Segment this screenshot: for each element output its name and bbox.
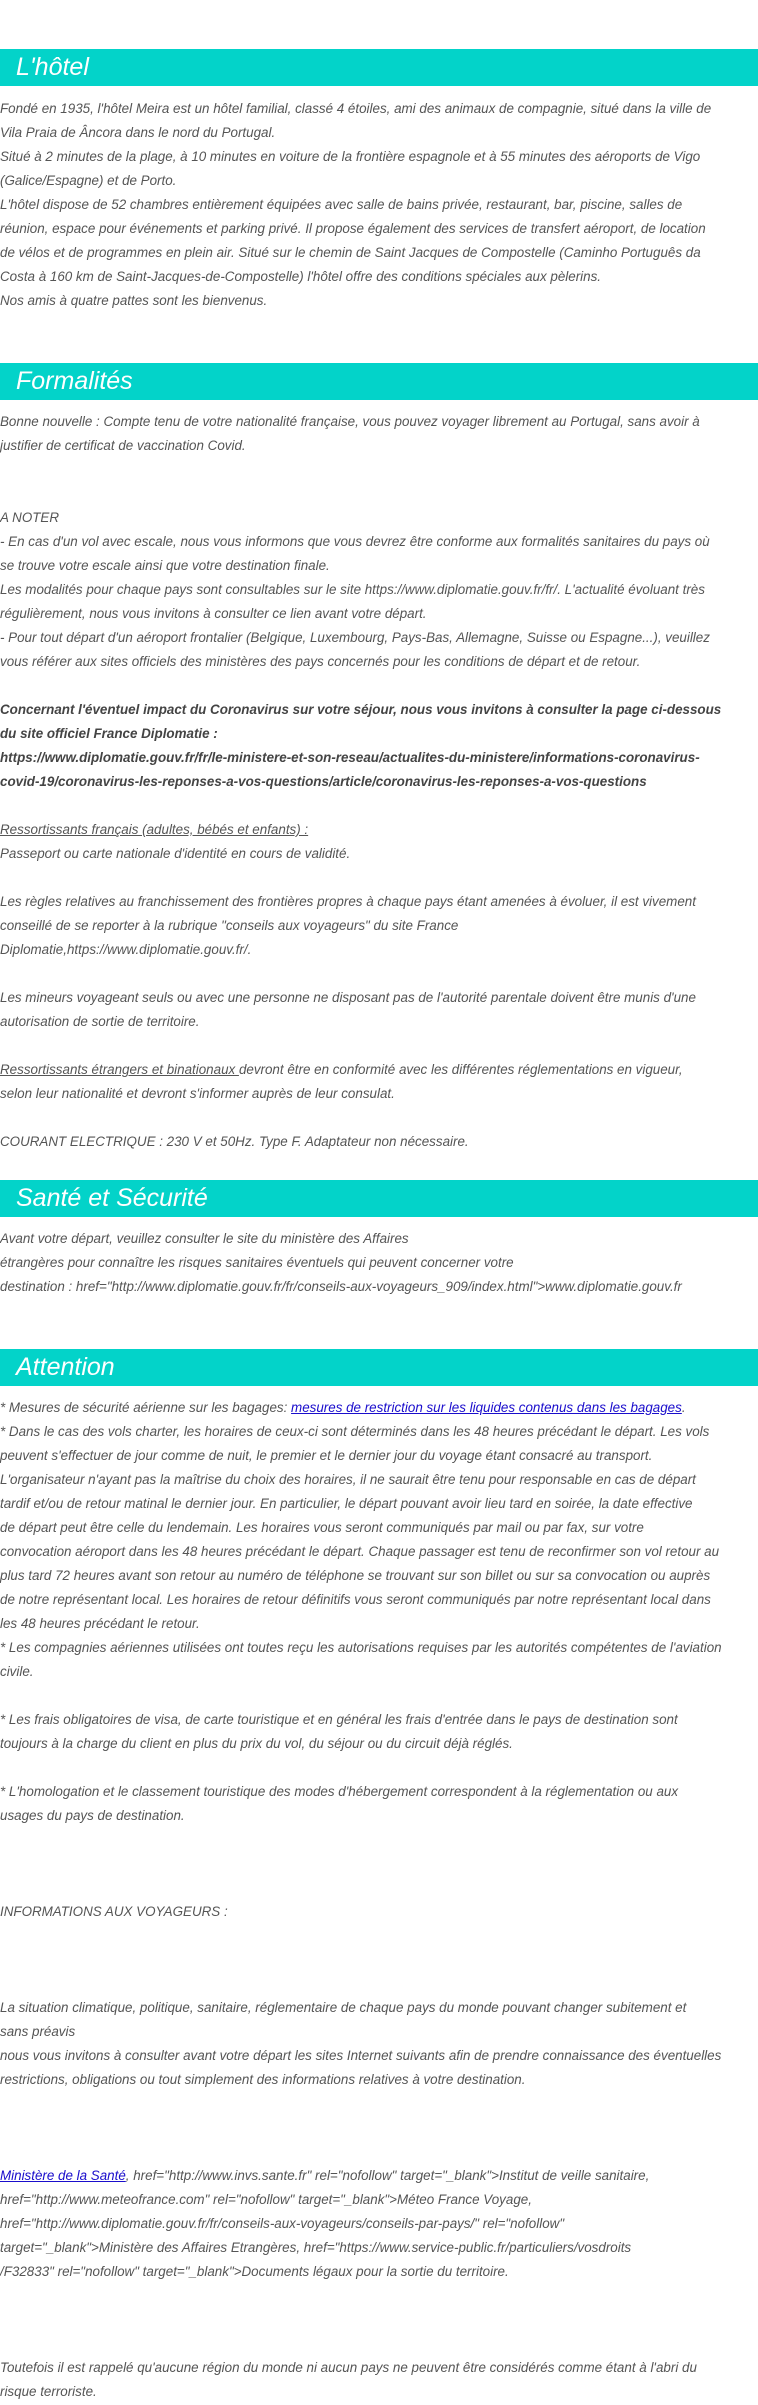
- formalites-note-line: régulièrement, nous vous invitons à consulter ce lien avant votre départ.: [0, 606, 427, 621]
- mineurs-line: Les mineurs voyageant seuls ou avec une personne ne disposant pas de l'autorité parentale doivent être munis d'une: [0, 990, 696, 1005]
- sante-line: destination : href="http://www.diplomatie.gouv.fr/fr/conseils-aux-voyageurs_909/index.html">www.diplomatie.gouv.fr: [0, 1279, 682, 1294]
- hotel-line: Fondé en 1935, l'hôtel Meira est un hôtel familial, classé 4 étoiles, ami des animaux de compagnie, situé dans la ville de: [0, 101, 712, 116]
- hotel-line: L'hôtel dispose de 52 chambres entièrement équipées avec salle de bains privée, restaurant, bar, piscine, salles de: [0, 197, 683, 212]
- mineurs-line: autorisation de sortie de territoire.: [0, 1014, 200, 1029]
- homologation-line: * L'homologation et le classement touristique des modes d'hébergement correspondent à la réglementation ou aux: [0, 1784, 679, 1799]
- hotel-text: [0, 55, 756, 313]
- formalites-intro-line: Bonne nouvelle : Compte tenu de votre nationalité française, vous pouvez voyager librement au Portugal, sans avoir à: [0, 414, 700, 429]
- links-line: /F32833" rel="nofollow" target="_blank">Documents légaux pour la sortie du territoire.: [0, 2264, 509, 2279]
- section-header-attention: [0, 1349, 758, 1386]
- charter-line: peuvent s'effectuer de jour comme de nuit, le premier et le dernier jour du voyage étant consacré au transport.: [0, 1448, 653, 1463]
- charter-line: L'organisateur n'ayant pas la maîtrise du choix des horaires, il ne saurait être tenu pour responsable en cas de départ: [0, 1472, 696, 1487]
- formalites-note-line: - Pour tout départ d'un aéroport frontalier (Belgique, Luxembourg, Pays-Bas, Allemagne, Suisse ou Espagne...), veuillez: [0, 630, 710, 645]
- charter-line: de départ peut être celle du lendemain. Les horaires vous seront communiqués par mail ou par fax, sur votre: [0, 1520, 644, 1535]
- hotel-line: Situé à 2 minutes de la plage, à 10 minutes en voiture de la frontière espagnole et à 55 minutes des aéroports de Vigo: [0, 149, 701, 164]
- situation-line: restrictions, obligations ou tout simplement des informations relatives à votre destination.: [0, 2072, 526, 2087]
- sante-line: étrangères pour connaître les risques sanitaires éventuels qui peuvent concerner votre: [0, 1255, 514, 1270]
- situation-line: La situation climatique, politique, sanitaire, réglementaire de chaque pays du monde pouvant changer subitement et: [0, 2000, 687, 2015]
- frais-line: * Les frais obligatoires de visa, de carte touristique et en général les frais d'entrée dans le pays de destination sont: [0, 1712, 678, 1727]
- etrangers-line: [0, 1058, 756, 1082]
- covid-line: du site officiel France Diplomatie :: [0, 726, 218, 741]
- frontieres-line: conseillé de se reporter à la rubrique "conseils aux voyageurs" du site France: [0, 918, 459, 933]
- links-line: href="http://www.meteofrance.com" rel="nofollow" target="_blank">Méteo France Voyage,: [0, 2192, 532, 2207]
- formalites-intro-line: justifier de certificat de vaccination Covid.: [0, 438, 246, 453]
- frontieres-line: Les règles relatives au franchissement des frontières propres à chaque pays étant amenées à évoluer, il est vivement: [0, 894, 696, 909]
- courant-electrique: COURANT ELECTRIQUE : 230 V et 50Hz. Type F. Adaptateur non nécessaire.: [0, 1134, 469, 1149]
- attention-text: [0, 1396, 756, 2404]
- charter-line: * Les compagnies aériennes utilisées ont toutes reçu les autorisations requises par les autorités compétentes de l'aviation: [0, 1640, 722, 1655]
- sante-line: Avant votre départ, veuillez consulter le site du ministère des Affaires: [0, 1231, 409, 1246]
- ministere-line: Ministère de la Santé, href="http://www.invs.sante.fr" rel="nofollow" target="_blank">Institut de veille sanitaire,: [0, 2168, 650, 2183]
- infos-heading: INFORMATIONS AUX VOYAGEURS :: [0, 1904, 228, 1919]
- etrangers-heading: Ressortissants étrangers et binationaux: [0, 1062, 239, 1077]
- charter-line: de notre représentant local. Les horaires de retour définitifs vous seront communiqués par notre représentant local dans: [0, 1592, 711, 1607]
- frontieres-line: Diplomatie,https://www.diplomatie.gouv.fr/.: [0, 942, 252, 957]
- charter-line: les 48 heures précédant le retour.: [0, 1616, 200, 1631]
- formalites-note-line: vous référer aux sites officiels des ministères des pays concernés pour les conditions de départ et de retour.: [0, 654, 641, 669]
- covid-url-line[interactable]: covid-19/coronavirus-les-reponses-a-vos-questions/article/coronavirus-les-reponses-a-vos-questions: [0, 774, 647, 789]
- etrangers-line-2: selon leur nationalité et devront s'informer auprès de leur consulat.: [0, 1086, 395, 1101]
- covid-url-line[interactable]: https://www.diplomatie.gouv.fr/fr/le-ministere-et-son-reseau/actualites-du-ministere/informations-coronavirus-: [0, 750, 700, 765]
- formalites-note-line: se trouve votre escale ainsi que votre destination finale.: [0, 558, 330, 573]
- covid-line: Concernant l'éventuel impact du Coronavirus sur votre séjour, nous vous invitons à consulter la page ci-dessous: [0, 702, 722, 717]
- frais-line: toujours à la charge du client en plus du prix du vol, du séjour ou du circuit déjà réglés.: [0, 1736, 513, 1751]
- hotel-line: Costa à 160 km de Saint-Jacques-de-Compostelle) l'hôtel offre des conditions spéciales aux pèlerins.: [0, 269, 601, 284]
- formalites-note-line: - En cas d'un vol avec escale, nous vous informons que vous devrez être conforme aux formalités sanitaires du pays où: [0, 534, 710, 549]
- hotel-line: réunion, espace pour événements et parking privé. Il propose également des services de transfert aéroport, de location: [0, 221, 706, 236]
- ministere-sante-link[interactable]: Ministère de la Santé: [0, 2168, 126, 2183]
- formalites-note-line: Les modalités pour chaque pays sont consultables sur le site https://www.diplomatie.gouv.fr/fr/. L'actualité évoluant très: [0, 582, 705, 597]
- section-header-formalites: [0, 363, 758, 400]
- section-title-sante: Santé et Sécurité: [16, 1184, 208, 1212]
- bagages-line: * Mesures de sécurité aérienne sur les bagages: mesures de restriction sur les liquides contenus dans les bagages.: [0, 1400, 686, 1415]
- section-header-sante: [0, 1180, 758, 1217]
- bagages-link[interactable]: mesures de restriction sur les liquides contenus dans les bagages: [291, 1400, 682, 1415]
- sante-text: [0, 1227, 756, 1299]
- charter-line: convocation aéroport dans les 48 heures précédant le départ. Chaque passager est tenu de reconfirmer son vol retour au: [0, 1544, 720, 1559]
- charter-line: plus tard 72 heures avant son retour au numéro de téléphone se trouvant sur son billet ou sur sa convocation ou auprès: [0, 1568, 711, 1583]
- links-line: href="http://www.diplomatie.gouv.fr/fr/conseils-aux-voyageurs/conseils-par-pays/" rel="nofollow": [0, 2216, 565, 2231]
- homologation-line: usages du pays de destination.: [0, 1808, 185, 1823]
- section-title-formalites: Formalités: [16, 367, 133, 395]
- formalites-text: [0, 410, 756, 1154]
- ressortissants-heading: Ressortissants français (adultes, bébés et enfants) :: [0, 822, 309, 837]
- charter-line: civile.: [0, 1664, 34, 1679]
- etrangers-rest: devront être en conformité avec les différentes réglementations en vigueur,: [238, 1062, 683, 1077]
- section-title-attention: Attention: [16, 1353, 115, 1381]
- charter-line: tardif et/ou de retour matinal le dernier jour. En particulier, le départ pouvant avoir lieu tard en soirée, la date effective: [0, 1496, 693, 1511]
- hotel-line: Nos amis à quatre pattes sont les bienvenus.: [0, 293, 268, 308]
- links-line: target="_blank">Ministère des Affaires Etrangères, href="https://www.service-public.fr/particuliers/vosdroits: [0, 2240, 632, 2255]
- hotel-line: de vélos et de programmes en plein air. Situé sur le chemin de Saint Jacques de Compostelle (Caminho Português da: [0, 245, 701, 260]
- hotel-line: (Galice/Espagne) et de Porto.: [0, 173, 177, 188]
- ressortissants-text: Passeport ou carte nationale d'identité en cours de validité.: [0, 846, 351, 861]
- situation-line: nous vous invitons à consulter avant votre départ les sites Internet suivants afin de prendre connaissance des éventuelles: [0, 2048, 722, 2063]
- situation-line: sans préavis: [0, 2024, 76, 2039]
- terrorisme-line: Toutefois il est rappelé qu'aucune région du monde ni aucun pays ne peuvent être considérés comme étant à l'abri du: [0, 2360, 697, 2375]
- charter-line: * Dans le cas des vols charter, les horaires de ceux-ci sont déterminés dans les 48 heures précédant le départ. Les vols: [0, 1424, 710, 1439]
- formalites-note-line: A NOTER: [0, 510, 60, 525]
- section-title-hotel: L'hôtel: [16, 53, 89, 81]
- terrorisme-line: risque terroriste.: [0, 2384, 97, 2399]
- hotel-line: Vila Praia de Âncora dans le nord du Portugal.: [0, 125, 276, 140]
